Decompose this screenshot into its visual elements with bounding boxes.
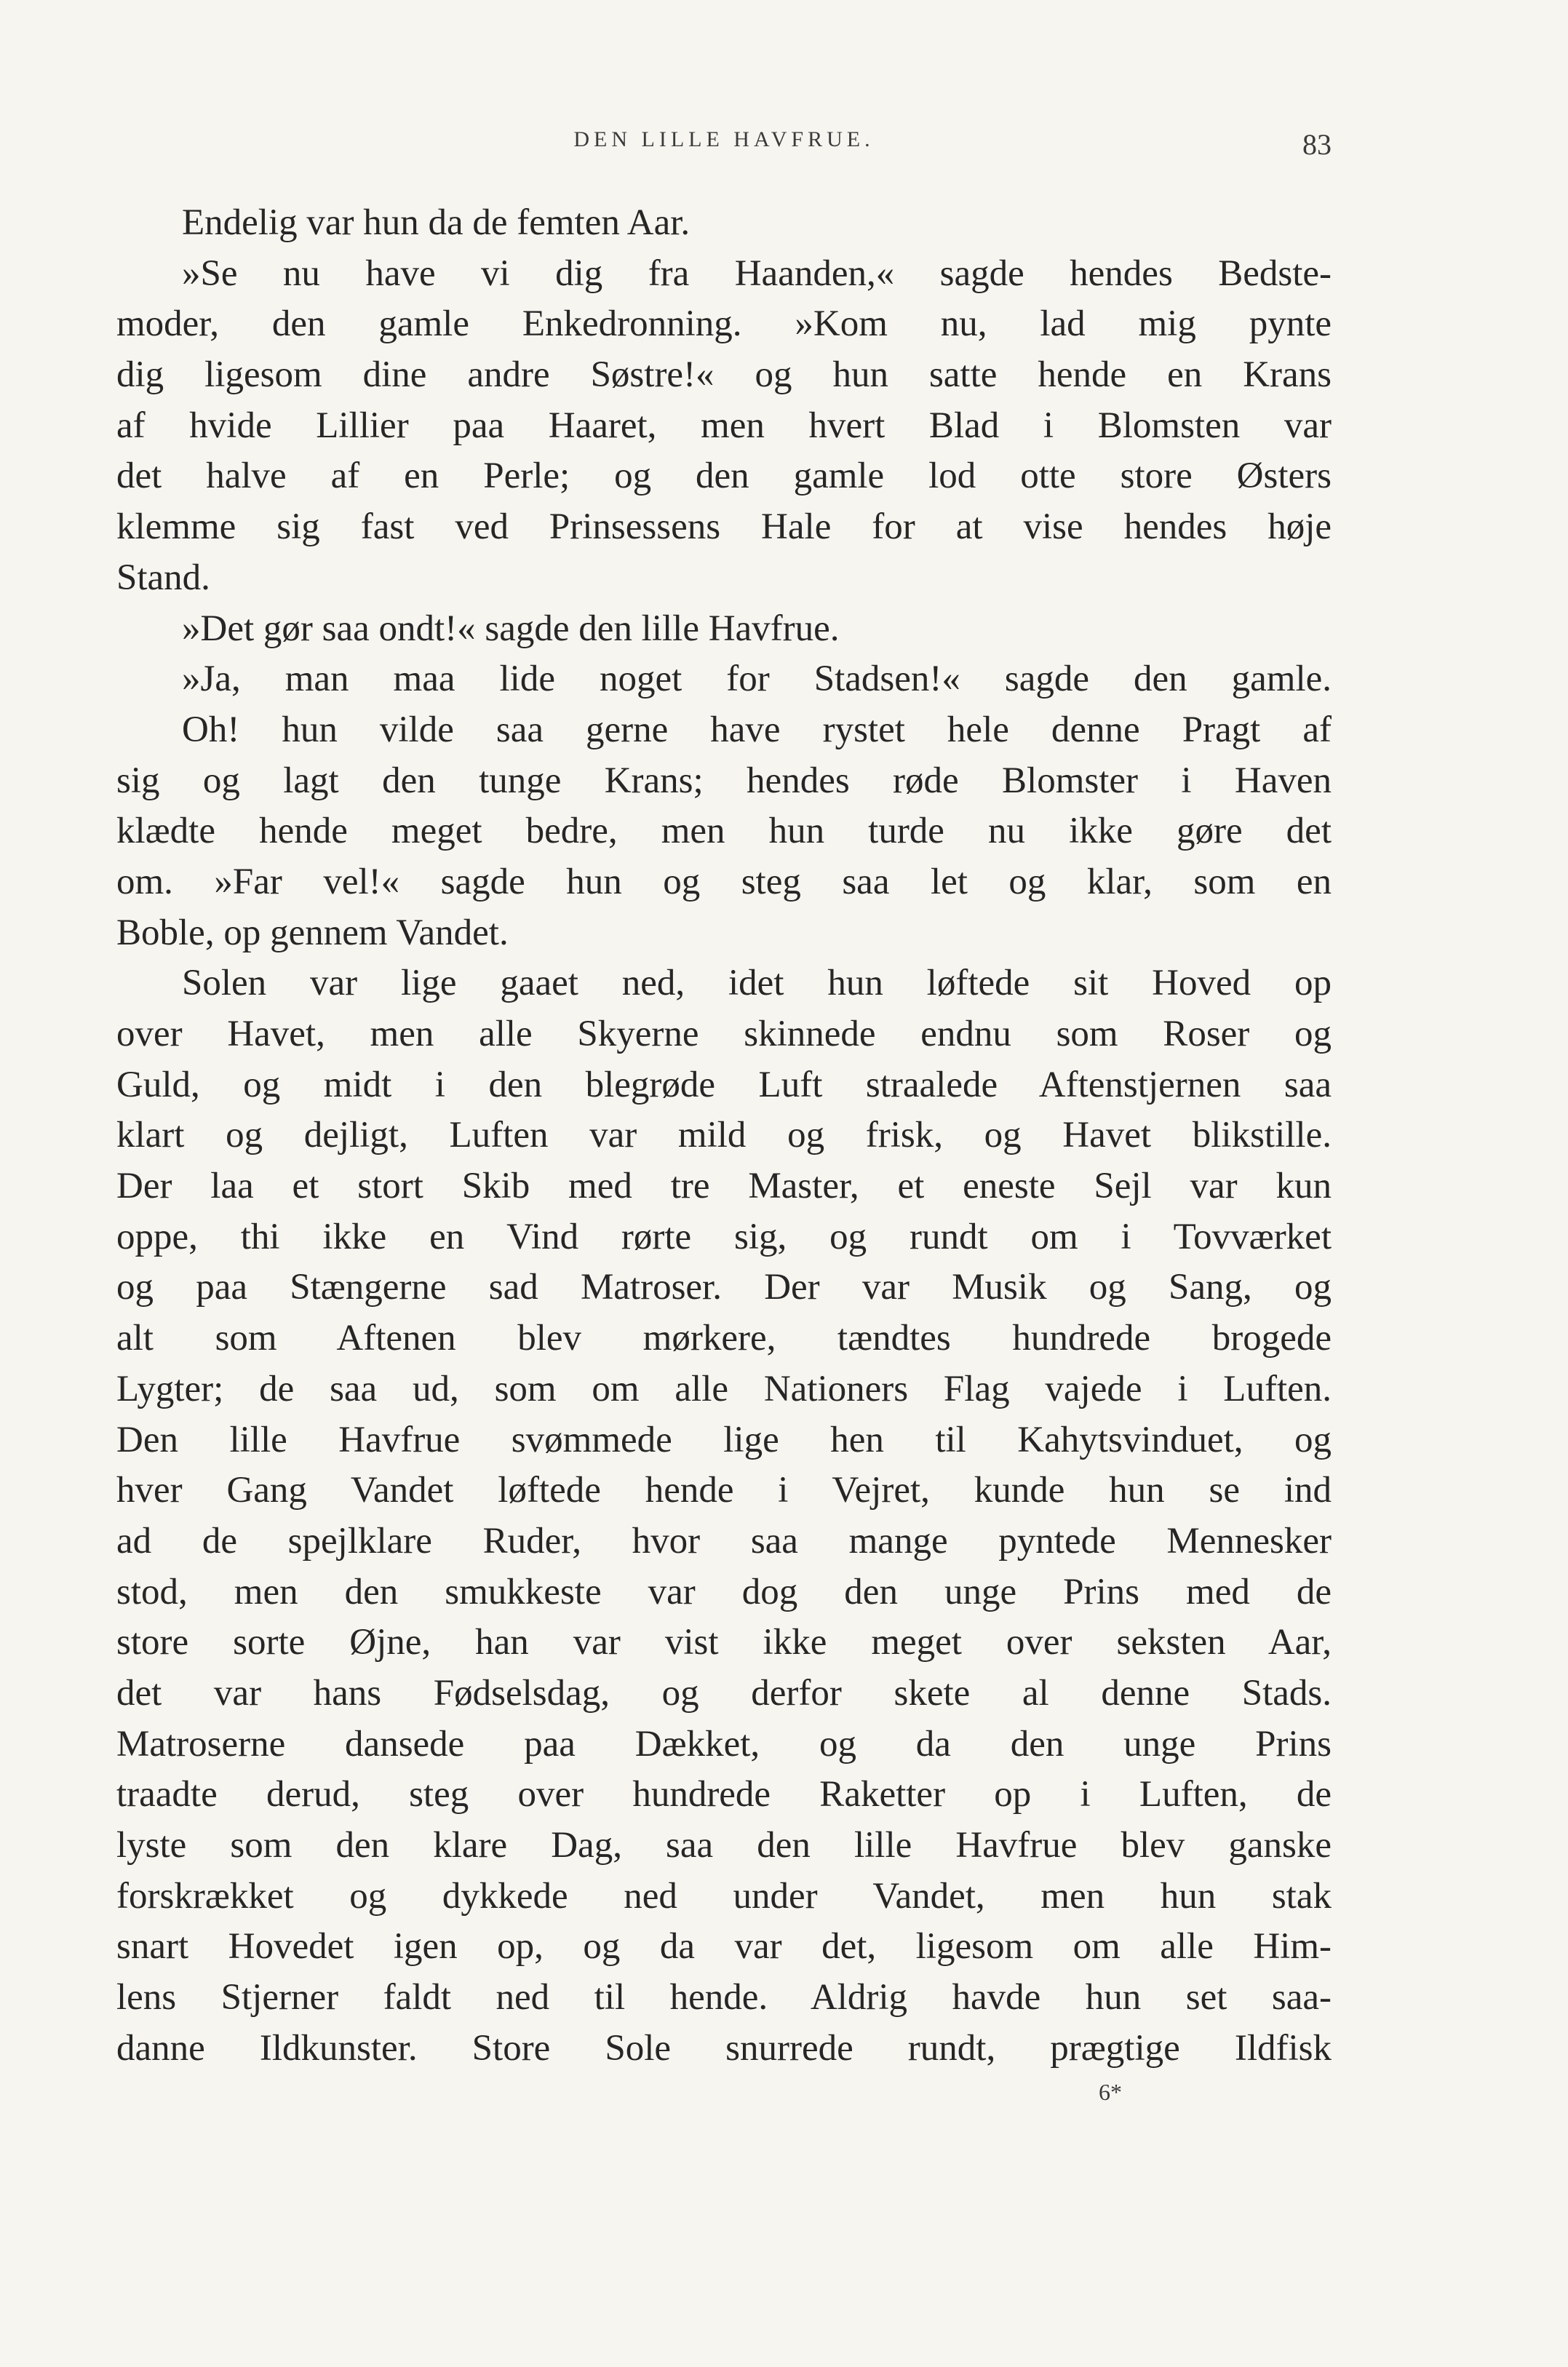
text-line: traadte derud, steg over hundrede Raketter op i Luften, de xyxy=(116,1774,1332,1815)
text-line: det var hans Fødselsdag, og derfor skete al denne Stads. xyxy=(116,1672,1332,1714)
text-line: oppe, thi ikke en Vind rørte sig, og rundt om i Tovværket xyxy=(116,1216,1332,1257)
body-text xyxy=(116,198,1332,2074)
text-line: af hvide Lillier paa Haaret, men hvert Blad i Blomsten var xyxy=(116,405,1332,446)
text-line: ad de spejlklare Ruder, hvor saa mange pyntede Mennesker xyxy=(116,1520,1332,1562)
text-line: Guld, og midt i den blegrøde Luft straalede Aftenstjernen saa xyxy=(116,1064,1332,1105)
text-line: »Ja, man maa lide noget for Stadsen!« sagde den gamle. xyxy=(182,659,1332,700)
text-line: Solen var lige gaaet ned, idet hun løftede sit Hoved op xyxy=(182,963,1332,1004)
text-line: Stand. xyxy=(116,557,210,598)
text-line: om. »Far vel!« sagde hun og steg saa let og klar, som en xyxy=(116,861,1332,902)
text-line: lyste som den klare Dag, saa den lille Havfrue blev ganske xyxy=(116,1825,1332,1866)
text-line: dig ligesom dine andre Søstre!« og hun satte hende en Krans xyxy=(116,354,1332,396)
text-line: hver Gang Vandet løftede hende i Vejret, kunde hun se ind xyxy=(116,1470,1332,1511)
page-number: 83 xyxy=(1302,128,1332,161)
text-line: snart Hovedet igen op, og da var det, ligesom om alle Him- xyxy=(116,1926,1332,1968)
text-line: Boble, op gennem Vandet. xyxy=(116,912,509,953)
text-line: klædte hende meget bedre, men hun turde nu ikke gøre det xyxy=(116,811,1332,852)
text-line: sig og lagt den tunge Krans; hendes røde Blomster i Haven xyxy=(116,760,1332,801)
text-line: Der laa et stort Skib med tre Master, et eneste Sejl var kun xyxy=(116,1166,1332,1207)
text-line: klemme sig fast ved Prinsessens Hale for at vise hendes høje xyxy=(116,506,1332,548)
running-header xyxy=(116,127,1332,178)
text-line: stod, men den smukkeste var dog den unge Prins med de xyxy=(116,1571,1332,1612)
text-line: og paa Stængerne sad Matroser. Der var Musik og Sang, og xyxy=(116,1267,1332,1308)
text-line: over Havet, men alle Skyerne skinnede endnu som Roser og xyxy=(116,1014,1332,1054)
text-line: danne Ildkunster. Store Sole snurrede rundt, prægtige Ildfisk xyxy=(116,2027,1332,2069)
text-line: lens Stjerner faldt ned til hende. Aldrig havde hun set saa- xyxy=(116,1977,1332,2018)
text-line: Den lille Havfrue svømmede lige hen til Kahytsvinduet, og xyxy=(116,1419,1332,1460)
text-line: klart og dejligt, Luften var mild og frisk, og Havet blikstille. xyxy=(116,1115,1332,1156)
text-line: forskrækket og dykkede ned under Vandet, men hun stak xyxy=(116,1875,1332,1917)
text-line: store sorte Øjne, han var vist ikke meget over seksten Aar, xyxy=(116,1622,1332,1663)
text-line: »Se nu have vi dig fra Haanden,« sagde hendes Bedste- xyxy=(182,252,1332,294)
text-line: det halve af en Perle; og den gamle lod otte store Østers xyxy=(116,456,1332,497)
text-line: alt som Aftenen blev mørkere, tændtes hundrede brogede xyxy=(116,1318,1332,1359)
signature-mark: 6* xyxy=(1099,2079,1122,2105)
text-line: Oh! hun vilde saa gerne have rystet hele denne Pragt af xyxy=(182,709,1332,750)
text-line: Endelig var hun da de femten Aar. xyxy=(182,202,691,243)
running-title: DEN LILLE HAVFRUE. xyxy=(573,127,875,151)
text-line: moder, den gamle Enkedronning. »Kom nu, lad mig pynte xyxy=(116,303,1332,345)
text-line: »Det gør saa ondt!« sagde den lille Havfrue. xyxy=(182,608,840,649)
text-line: Lygter; de saa ud, som om alle Nationers Flag vajede i Luften. xyxy=(116,1368,1332,1409)
text-line: Matroserne dansede paa Dækket, og da den unge Prins xyxy=(116,1723,1332,1765)
